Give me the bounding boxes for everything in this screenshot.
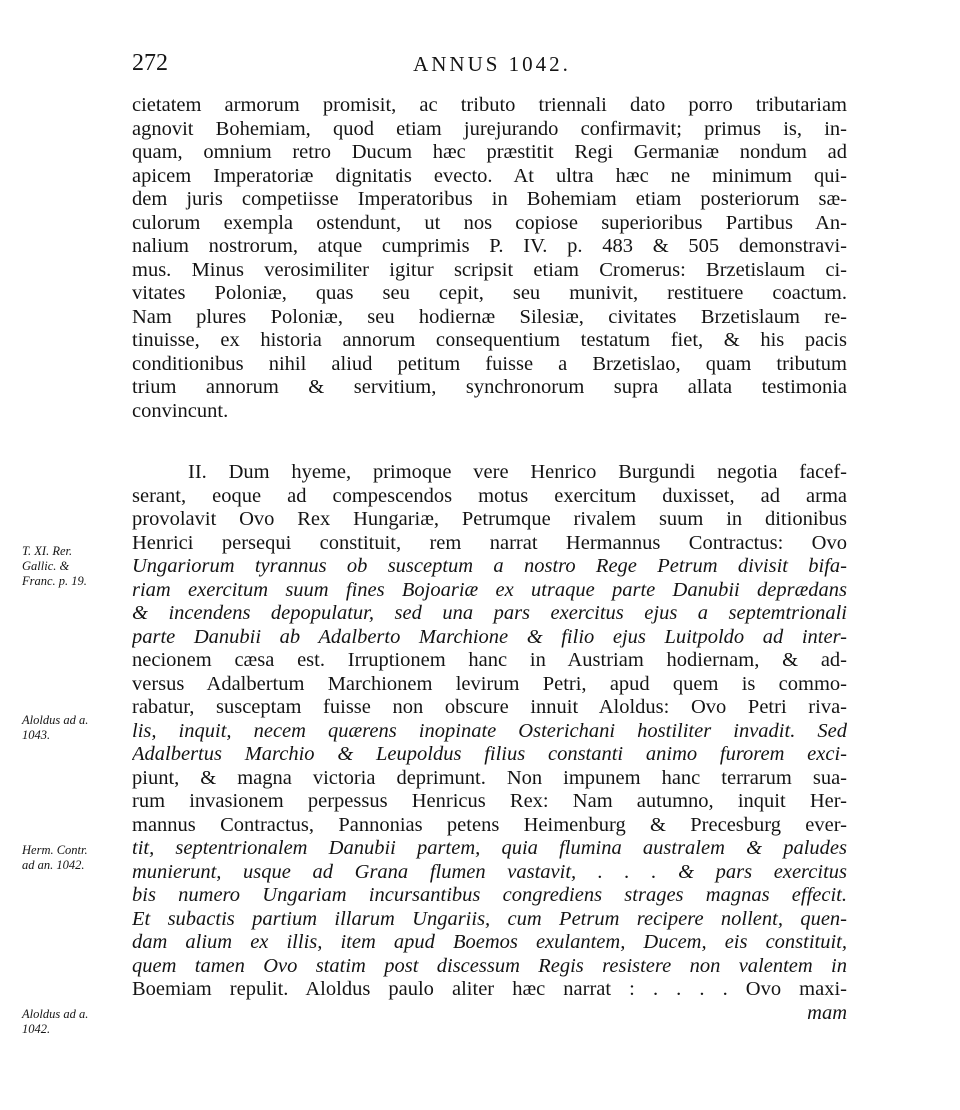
- text-line: Et subactis partium illarum Ungariis, cum Petrum recipere nollent, quen-: [132, 907, 847, 930]
- paragraph-1: [132, 94, 847, 423]
- margin-note-line: Gallic. &: [22, 559, 70, 573]
- text-line: dam alium ex illis, item apud Boemos exulantem, Ducem, eis constituit,: [132, 931, 847, 953]
- text-line: agnovit Bohemiam, quod etiam jurejurando confirmavit; primus is, in-: [132, 117, 847, 140]
- text-line: Nam plures Poloniæ, seu hodiernæ Silesiæ, civitates Brzetislaum re-: [132, 305, 847, 328]
- text-line: rabatur, susceptam fuisse non obscure innuit Aloldus: Ovo Petri riva-: [132, 696, 847, 718]
- text-line: serant, eoque ad compescendos motus exercitum duxisset, ad arma: [132, 484, 847, 507]
- text-line: & incendens depopulatur, sed una pars exercitus ejus a septemtrionali: [132, 602, 847, 624]
- text-line: necionem cæsa est. Irruptionem hanc in Austriam hodiernam, & ad-: [132, 649, 847, 671]
- text-line: Ungariorum tyrannus ob susceptum a nostro Rege Petrum divisit bifa-: [132, 555, 847, 577]
- margin-note: [22, 713, 130, 743]
- text-line: Adalbertus Marchio & Leupoldus filius constanti animo furorem exci-: [132, 743, 847, 765]
- text-line: munierunt, usque ad Grana flumen vastavit, . . . & pars exercitus: [132, 860, 847, 883]
- text-line: apicem Imperatoriæ dignitatis evecto. At ultra hæc ne minimum qui-: [132, 164, 847, 187]
- text-line: lis, inquit, necem quærens inopinate Osterichani hostiliter invadit. Sed: [132, 719, 847, 742]
- text-line: riam exercitum suum fines Bojoariæ ex utraque parte Danubii deprædans: [132, 578, 847, 601]
- margin-note: [22, 1007, 130, 1037]
- text-line: tinuisse, ex historia annorum consequentium testatum fiet, & his pacis: [132, 329, 847, 351]
- text-line: conditionibus nihil aliud petitum fuisse a Brzetislao, quam tributum: [132, 352, 847, 375]
- text-line: parte Danubii ab Adalberto Marchione & filio ejus Luitpoldo ad inter-: [132, 625, 847, 648]
- text-line: vitates Poloniæ, quas seu cepit, seu munivit, restituere coactum.: [132, 282, 847, 304]
- text-line: piunt, & magna victoria deprimunt. Non impunem hanc terrarum sua-: [132, 766, 847, 789]
- text-line: dem juris competiisse Imperatoribus in Bohemiam etiam posteriorum sæ-: [132, 188, 847, 210]
- paragraph-2: [132, 461, 847, 1025]
- margin-note-line: 1043.: [22, 728, 51, 742]
- text-line: provolavit Ovo Rex Hungariæ, Petrumque rivalem suum in ditionibus: [132, 508, 847, 530]
- margin-note-line: Aloldus ad a.: [22, 713, 89, 727]
- text-line: rum invasionem perpessus Henricus Rex: Nam autumno, inquit Her-: [132, 790, 847, 812]
- margin-note-line: ad an. 1042.: [22, 858, 85, 872]
- text-line: cietatem armorum promisit, ac tributo triennali dato porro tributariam: [132, 94, 847, 116]
- margin-note-line: Herm. Contr.: [22, 843, 88, 857]
- catchword: mam: [807, 1001, 847, 1024]
- running-title: ANNUS 1042.: [413, 52, 571, 76]
- text-line: convincunt.: [132, 399, 229, 422]
- page-header: [132, 48, 852, 82]
- text-line: Boemiam repulit. Aloldus paulo aliter hæc narrat : . . . . Ovo maxi-: [132, 978, 847, 1000]
- margin-note-line: Aloldus ad a.: [22, 1007, 89, 1021]
- text-line: mannus Contractus, Pannonias petens Heimenburg & Precesburg ever-: [132, 813, 847, 836]
- margin-note: [22, 544, 130, 589]
- margin-note: [22, 843, 130, 873]
- text-line: nalium nostrorum, atque cumprimis P. IV. p. 483 & 505 demonstravi-: [132, 235, 847, 257]
- margin-note-line: Franc. p. 19.: [22, 574, 87, 588]
- margin-note-line: T. XI. Rer.: [22, 544, 73, 558]
- page-number: 272: [132, 50, 168, 76]
- text-line: tit, septentrionalem Danubii partem, quia flumina australem & paludes: [132, 837, 847, 859]
- text-line: quem tamen Ovo statim post discessum Regis resistere non valentem in: [132, 954, 847, 977]
- text-line: culorum exempla ostendunt, ut nos copiose superioribus Partibus An-: [132, 211, 847, 234]
- margin-note-line: 1042.: [22, 1022, 51, 1036]
- text-line: mus. Minus verosimiliter igitur scripsit etiam Cromerus: Brzetislaum ci-: [132, 258, 847, 281]
- text-line: trium annorum & servitium, synchronorum supra allata testimonia: [132, 376, 847, 398]
- text-line: quam, omnium retro Ducum hæc præstitit Regi Germaniæ nondum ad: [132, 141, 847, 163]
- text-line: versus Adalbertum Marchionem levirum Petri, apud quem is commo-: [132, 672, 847, 695]
- text-line: II. Dum hyeme, primoque vere Henrico Burgundi negotia facef-: [188, 461, 847, 483]
- text-line: Henrici persequi constituit, rem narrat Hermannus Contractus: Ovo: [132, 531, 847, 554]
- text-line: bis numero Ungariam incursantibus congrediens strages magnas effecit.: [132, 884, 847, 906]
